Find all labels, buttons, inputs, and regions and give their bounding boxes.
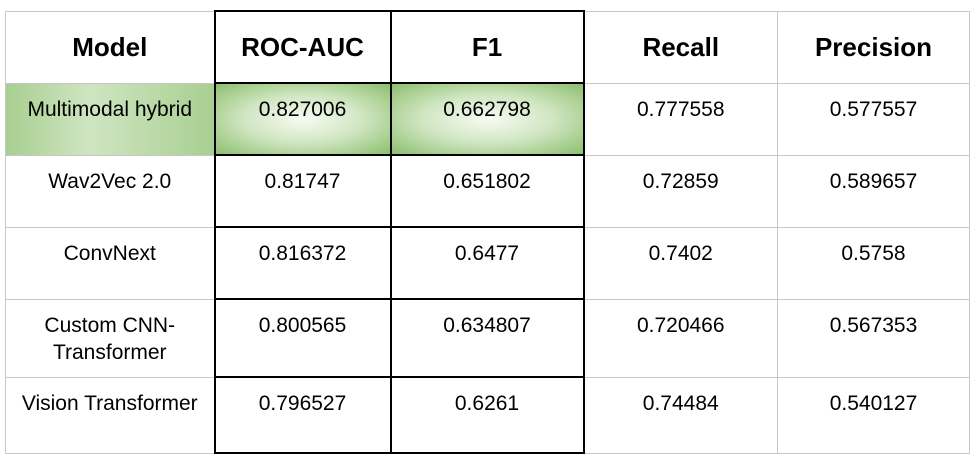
cell-precision: 0.589657: [778, 155, 970, 227]
cell-recall: 0.72859: [584, 155, 778, 227]
results-table: [5, 10, 970, 454]
cell-model: Wav2Vec 2.0: [6, 155, 215, 227]
cell-f1: 0.651802: [391, 155, 584, 227]
cell-roc-auc: 0.81747: [215, 155, 391, 227]
cell-f1: 0.6261: [391, 377, 584, 453]
header-f1: F1: [391, 11, 584, 83]
cell-roc-auc: 0.800565: [215, 299, 391, 377]
cell-precision: 0.5758: [778, 227, 970, 299]
cell-roc-auc: 0.816372: [215, 227, 391, 299]
cell-precision: 0.567353: [778, 299, 970, 377]
header-precision: Precision: [778, 11, 970, 83]
cell-model: Custom CNN-Transformer: [6, 299, 215, 377]
header-model: Model: [6, 11, 215, 83]
table-row: [6, 377, 970, 453]
cell-recall: 0.777558: [584, 83, 778, 155]
cell-roc-auc: 0.796527: [215, 377, 391, 453]
cell-f1: 0.634807: [391, 299, 584, 377]
cell-roc-auc: 0.827006: [215, 83, 391, 155]
cell-f1: 0.6477: [391, 227, 584, 299]
table-row: [6, 83, 970, 155]
table-row: [6, 299, 970, 377]
cell-model: Multimodal hybrid: [6, 83, 215, 155]
table-row: [6, 227, 970, 299]
header-row: [6, 11, 970, 83]
header-recall: Recall: [584, 11, 778, 83]
cell-recall: 0.74484: [584, 377, 778, 453]
cell-f1: 0.662798: [391, 83, 584, 155]
header-roc-auc: ROC-AUC: [215, 11, 391, 83]
cell-precision: 0.540127: [778, 377, 970, 453]
cell-model: Vision Transformer: [6, 377, 215, 453]
cell-precision: 0.577557: [778, 83, 970, 155]
table-row: [6, 155, 970, 227]
cell-recall: 0.7402: [584, 227, 778, 299]
cell-model: ConvNext: [6, 227, 215, 299]
cell-recall: 0.720466: [584, 299, 778, 377]
